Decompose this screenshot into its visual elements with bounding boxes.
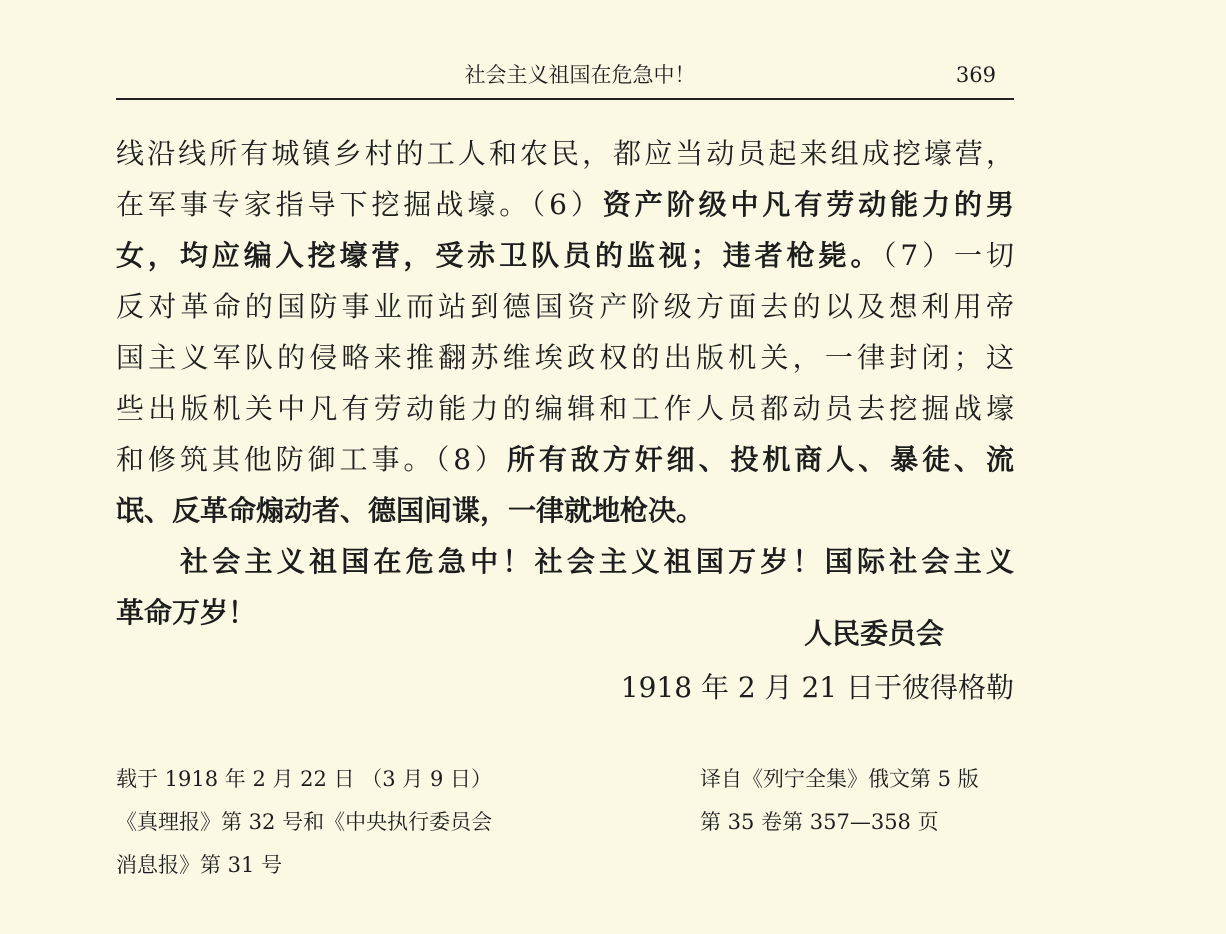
text-run: 线沿线所有城镇乡村的工人和农民，都应当动员起来组成挖壕营， [116, 137, 1014, 170]
source-line: 译自《列宁全集》俄文第 5 版 [700, 767, 979, 791]
bold-text-run: 女，均应编入挖壕营，受赤卫队员的监视；违者枪毙。 [116, 239, 883, 272]
source-note-left [116, 758, 636, 887]
page-number: 369 [955, 63, 996, 87]
source-line: 《真理报》第 32 号和《中央执行委员会 [116, 810, 493, 834]
bold-text-run: 所有敌方奸细、投机商人、暴徒、流 [506, 443, 1014, 476]
body-text [116, 128, 1014, 638]
text-run: 反对革命的国防事业而站到德国资产阶级方面去的以及想利用帝 [116, 290, 1014, 323]
source-note-right [700, 758, 1020, 844]
text-line-7 [116, 434, 1014, 485]
text-run: 和修筑其他防御工事。（8） [116, 443, 507, 476]
bold-text-run: 氓、反革命煽动者、德国间谍，一律就地枪决。 [116, 494, 705, 527]
text-line-2 [116, 179, 1014, 230]
bold-text-run: 革命万岁！ [116, 596, 257, 629]
header-rule [116, 98, 1014, 100]
bold-text-run: 资产阶级中凡有劳动能力的男 [602, 188, 1014, 221]
running-title: 社会主义祖国在危急中！ [464, 63, 696, 87]
text-run: 在军事专家指导下挖掘战壕。 [116, 188, 532, 221]
text-line-1 [116, 128, 1014, 179]
text-run: 国主义军队的侵略来推翻苏维埃政权的出版机关，一律封闭；这 [116, 341, 1014, 374]
source-line: 第 35 卷第 357—358 页 [700, 810, 939, 834]
text-line-3 [116, 230, 1014, 281]
text-run: 些出版机关中凡有劳动能力的编辑和工作人员都动员去挖掘战壕 [116, 392, 1014, 425]
text-line-4 [116, 281, 1014, 332]
text-line-6 [116, 383, 1014, 434]
source-line: 载于 1918 年 2 月 22 日 （3 月 9 日） [116, 767, 492, 791]
slogan-line-1 [116, 536, 1014, 587]
item-number: （6） [531, 188, 603, 221]
bold-text-run: 社会主义祖国在危急中！社会主义祖国万岁！国际社会主义 [180, 545, 1014, 578]
text-run: （7）一切 [882, 239, 1014, 272]
text-line-5 [116, 332, 1014, 383]
signature-dateline: 1918 年 2 月 21 日于彼得格勒 [620, 671, 1014, 704]
text-line-8 [116, 485, 1014, 536]
signature-org: 人民委员会 [803, 617, 944, 650]
source-line: 消息报》第 31 号 [116, 853, 283, 877]
